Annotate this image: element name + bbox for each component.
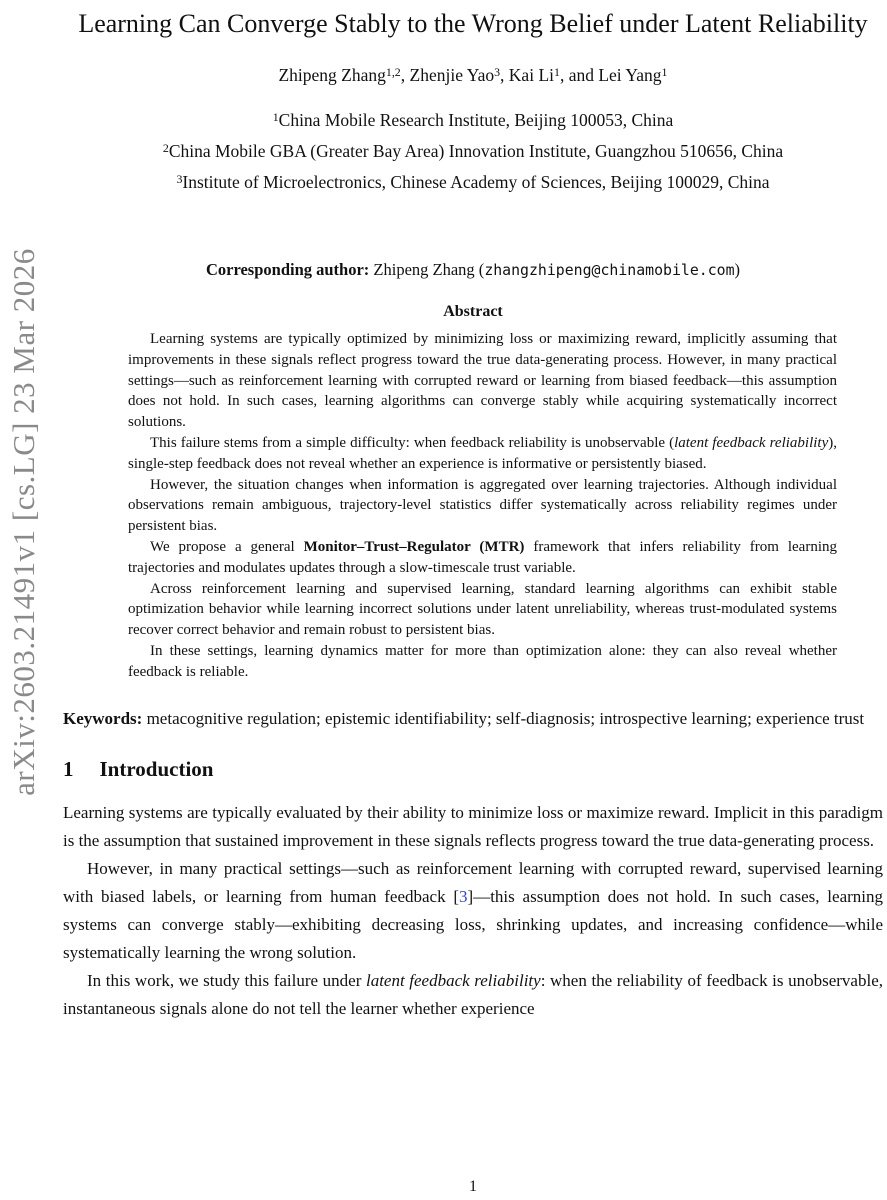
section-number: 1 — [63, 756, 74, 781]
affiliation-line-2: $^2$China Mobile GBA (Greater Bay Area) Innovation Institute, Guangzhou 510656, China — [162, 140, 784, 161]
abstract-body — [128, 329, 837, 683]
body-paragraph-1: Learning systems are typically evaluated by their ability to minimize loss or maximize reward. Implicit in this paradigm is the assumption that sustained improvement in these signals reflects progress toward the true data-generating process. — [63, 802, 883, 850]
keywords-line: Keywords: metacognitive regulation; epistemic identifiability; self-diagnosis; introspective learning; experience trust — [63, 708, 865, 728]
affiliation-line-1: $^1$China Mobile Research Institute, Beijing 100053, China — [272, 109, 674, 130]
abstract-paragraph-2: This failure stems from a simple difficulty: when feedback reliability is unobservable (latent feedback reliability), single-step feedback does not reveal whether an experience is informative or persistently biased. — [128, 434, 837, 472]
paper-title: Learning Can Converge Stably to the Wrong Belief under Latent Reliability — [78, 9, 868, 38]
affiliation-line-3: $^3$Institute of Microelectronics, Chinese Academy of Sciences, Beijing 100029, China — [176, 171, 770, 192]
author-list: Zhipeng Zhang$^{1,2}$, Zhenjie Yao$^3$, Kai Li$^1$, and Lei Yang$^1$ — [278, 64, 668, 85]
affiliation-block — [63, 106, 883, 199]
section-heading-introduction — [63, 755, 883, 783]
introduction-body — [63, 799, 883, 1023]
citation-link[interactable]: 3 — [459, 886, 468, 906]
section-title: Introduction — [99, 756, 214, 781]
abstract-paragraph-5: Across reinforcement learning and supervised learning, standard learning algorithms can exhibit stable optimization behavior while learning incorrect solutions under latent unreliability, whereas trust-modulated systems recover correct behavior and remain robust to persistent bias. — [128, 580, 837, 639]
abstract-paragraph-6: In these settings, learning dynamics matter for more than optimization alone: they can also reveal whether feedback is reliable. — [128, 642, 837, 680]
abstract-paragraph-3: However, the situation changes when information is aggregated over learning trajectories. Although individual observations remain ambiguous, trajectory-level statistics differ systematically across reliability regimes under persistent bias. — [128, 476, 837, 535]
abstract-paragraph-4: We propose a general Monitor–Trust–Regulator (MTR) framework that infers reliability from learning trajectories and modulates updates through a slow-timescale trust variable. — [128, 538, 837, 576]
abstract-paragraph-1: Learning systems are typically optimized by minimizing loss or maximizing reward, implicitly assuming that improvements in these signals reflect progress toward the true data-generating process. However, in many practical settings—such as reinforcement learning with corrupted reward or learning from biased feedback—this assumption does not hold. In such cases, learning algorithms can converge stably while acquiring systematically incorrect solutions. — [128, 331, 837, 431]
paper-content — [63, 0, 883, 1200]
page-number: 1 — [469, 1178, 477, 1195]
arxiv-watermark: arXiv:2603.21491v1 [cs.LG] 23 Mar 2026 — [6, 248, 41, 796]
body-paragraph-2: However, in many practical settings—such as reinforcement learning with corrupted reward, supervised learning with biased labels, or learning from human feedback [3]—this assumption does not hold. In such cases, learning systems can converge stably—exhibiting decreasing loss, shrinking updates, and increasing confidence—while systematically learning the wrong solution. — [63, 858, 883, 962]
body-paragraph-3: In this work, we study this failure under latent feedback reliability: when the reliability of feedback is unobservable, instantaneous signals alone do not tell the learner whether experience — [63, 970, 883, 1018]
corresponding-author-line: Corresponding author: Zhipeng Zhang (zhangzhipeng@chinamobile.com) — [205, 260, 741, 279]
abstract-heading: Abstract — [443, 303, 503, 320]
